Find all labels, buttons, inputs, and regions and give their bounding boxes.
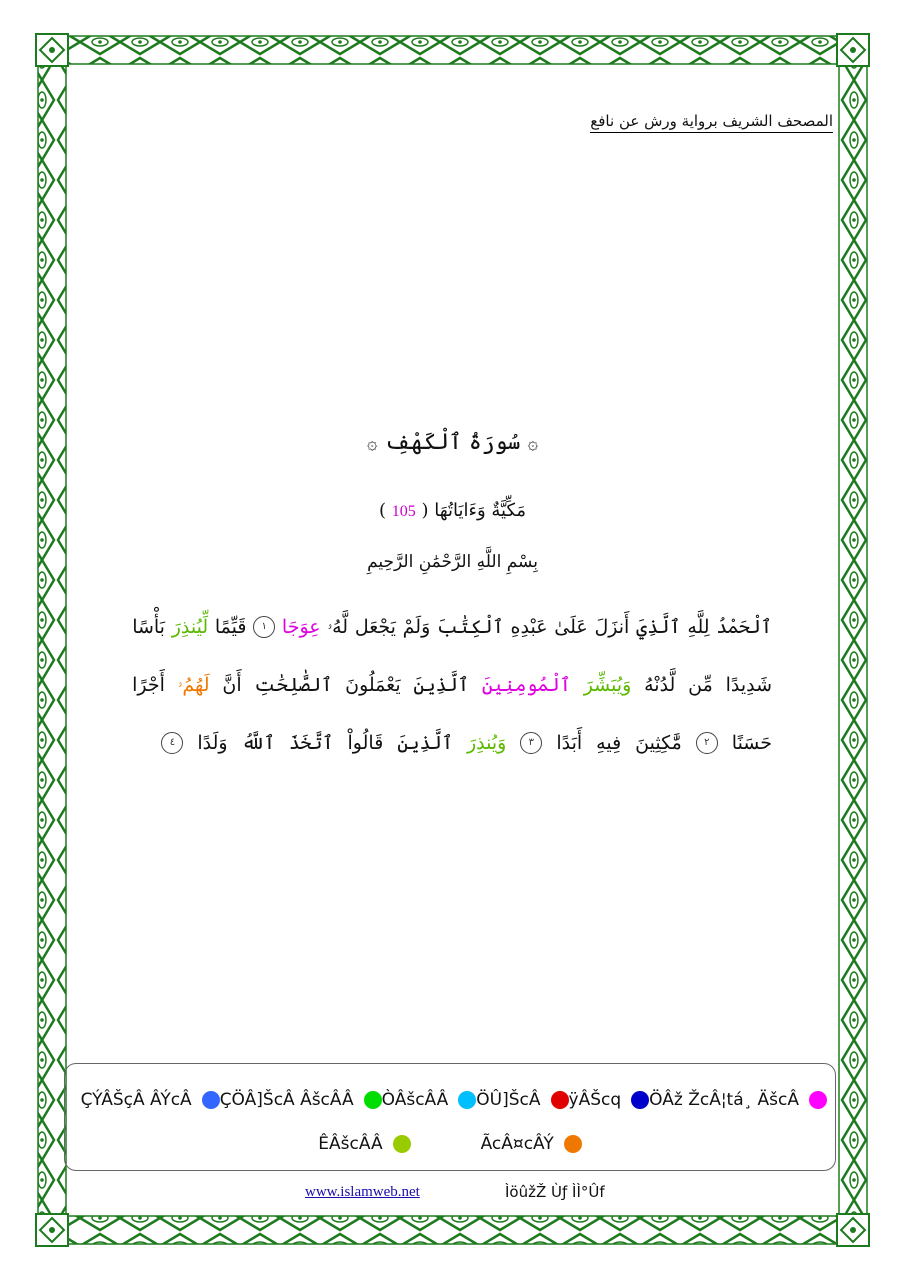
legend-label: ÊÂšcÂÂ bbox=[318, 1134, 383, 1154]
legend-dot-icon bbox=[458, 1091, 476, 1109]
legend-dot-icon bbox=[393, 1135, 411, 1153]
legend-label: ÒÂšcÂÂ bbox=[381, 1090, 449, 1110]
legend-dot-icon bbox=[551, 1091, 569, 1109]
word: وَيُبَشِّرَ bbox=[583, 674, 632, 696]
verse-line-1 bbox=[132, 598, 772, 656]
legend-label: ÃcÂ¤cÂÝ bbox=[480, 1134, 554, 1154]
word: ٱلَّذِينَ bbox=[397, 732, 453, 754]
word: وَلَمْ bbox=[402, 616, 431, 638]
paren-close: ) bbox=[378, 500, 386, 521]
word: لَّدُنْهُ bbox=[644, 674, 676, 696]
word: ٱلْكِتَٰبَ bbox=[437, 616, 504, 638]
legend-label: ÇÖÂ]ŠcÂ ÂšcÂÂ bbox=[219, 1090, 354, 1110]
verse-count: 105 bbox=[391, 503, 416, 520]
legend-item bbox=[481, 1134, 582, 1154]
legend-row-1 bbox=[65, 1090, 835, 1110]
legend-label: ÖÛ]ŠcÂ bbox=[476, 1090, 541, 1110]
word: ٱلْمُومِنِينَ bbox=[481, 674, 571, 696]
verse-line-2 bbox=[132, 656, 772, 714]
word: ٱتَّخَذَ bbox=[289, 732, 334, 754]
tajweed-color-legend bbox=[64, 1063, 836, 1171]
legend-item bbox=[476, 1090, 568, 1110]
legend-dot-icon bbox=[202, 1091, 220, 1109]
word: ٱلَّذِينَ bbox=[413, 674, 470, 696]
word: لَهُمُۥ bbox=[177, 674, 210, 696]
word: وَلَدًا bbox=[197, 732, 228, 754]
ornament-open-icon: ۞ bbox=[527, 433, 538, 454]
legend-label: ÖÂž ŽcÂ¦tá¸ ÄšcÂ bbox=[649, 1090, 799, 1110]
word: يَعْمَلُونَ bbox=[345, 674, 401, 696]
ayah-marker-4: ٤ bbox=[161, 732, 183, 754]
legend-row-2 bbox=[65, 1134, 835, 1154]
word: عِوَجَا bbox=[281, 616, 321, 638]
legend-label: ÇÝÂŠçÂ ÂÝcÂ bbox=[80, 1090, 192, 1110]
legend-dot-icon bbox=[631, 1091, 649, 1109]
ayah-marker-2: ٢ bbox=[696, 732, 718, 754]
word: عَبْدِهِ bbox=[510, 616, 548, 638]
word: ٱلْحَمْدُ bbox=[716, 616, 772, 638]
verses-block bbox=[132, 598, 772, 772]
word: لَّهُۥ bbox=[327, 616, 349, 638]
legend-label: ÿÂŠcq bbox=[568, 1090, 622, 1110]
ayah-marker-1: ١ bbox=[253, 616, 275, 638]
legend-dot-icon bbox=[564, 1135, 582, 1153]
ayah-marker-3: ٣ bbox=[520, 732, 542, 754]
surah-type-label: مَكِّيَّةٌ وَءَايَاتُهَا bbox=[434, 500, 527, 521]
legend-item bbox=[649, 1090, 827, 1110]
word: أَنزَلَ bbox=[594, 616, 630, 638]
legend-item bbox=[318, 1134, 410, 1154]
paren-open: ( bbox=[421, 500, 429, 521]
word: وَيُنذِرَ bbox=[466, 732, 507, 754]
word: ٱلصَّٰلِحَٰتِ bbox=[254, 674, 333, 696]
word: أَنَّ bbox=[222, 674, 242, 696]
word: مَّٰكِثِينَ bbox=[635, 732, 682, 754]
surah-info bbox=[0, 500, 905, 521]
word: أَجْرًا bbox=[132, 674, 165, 696]
word: لِلَّهِ bbox=[687, 616, 710, 638]
word: شَدِيدًا bbox=[725, 674, 772, 696]
surah-title bbox=[0, 430, 905, 455]
word: أَبَدًا bbox=[556, 732, 583, 754]
surah-name: سُورَةُ ٱلْكَهْفِ bbox=[384, 430, 521, 455]
word: يَجْعَل bbox=[354, 616, 396, 638]
word: عَلَىٰ bbox=[554, 616, 588, 638]
legend-item bbox=[382, 1090, 477, 1110]
legend-item bbox=[569, 1090, 650, 1110]
ornament-close-icon: ۞ bbox=[367, 433, 378, 454]
word: بَأْسًا bbox=[132, 616, 165, 638]
islamweb-link[interactable]: www.islamweb.net bbox=[305, 1184, 420, 1200]
mushaf-header-title: المصحف الشريف برواية ورش عن نافع bbox=[590, 112, 833, 133]
footer-text: ÌöûžŽ Ùƒ ÌÌ°Ûf bbox=[505, 1183, 605, 1201]
basmala: بِسْمِ اللَّهِ الرَّحْمَٰنِ الرَّحِيمِ bbox=[367, 552, 538, 572]
word: حَسَنًا bbox=[731, 732, 772, 754]
legend-dot-icon bbox=[809, 1091, 827, 1109]
word: قَيِّمًا bbox=[214, 616, 247, 638]
word: لِّيُنذِرَ bbox=[171, 616, 209, 638]
word: مِّن bbox=[688, 674, 713, 696]
word: قَالُواْ bbox=[347, 732, 384, 754]
verse-line-3 bbox=[132, 714, 772, 772]
legend-item bbox=[81, 1090, 220, 1110]
word: ٱللَّهُ bbox=[241, 732, 275, 754]
legend-item bbox=[220, 1090, 382, 1110]
word: ٱلَّذِيَ bbox=[636, 616, 681, 638]
legend-dot-icon bbox=[364, 1091, 382, 1109]
word: فِيهِ bbox=[596, 732, 622, 754]
